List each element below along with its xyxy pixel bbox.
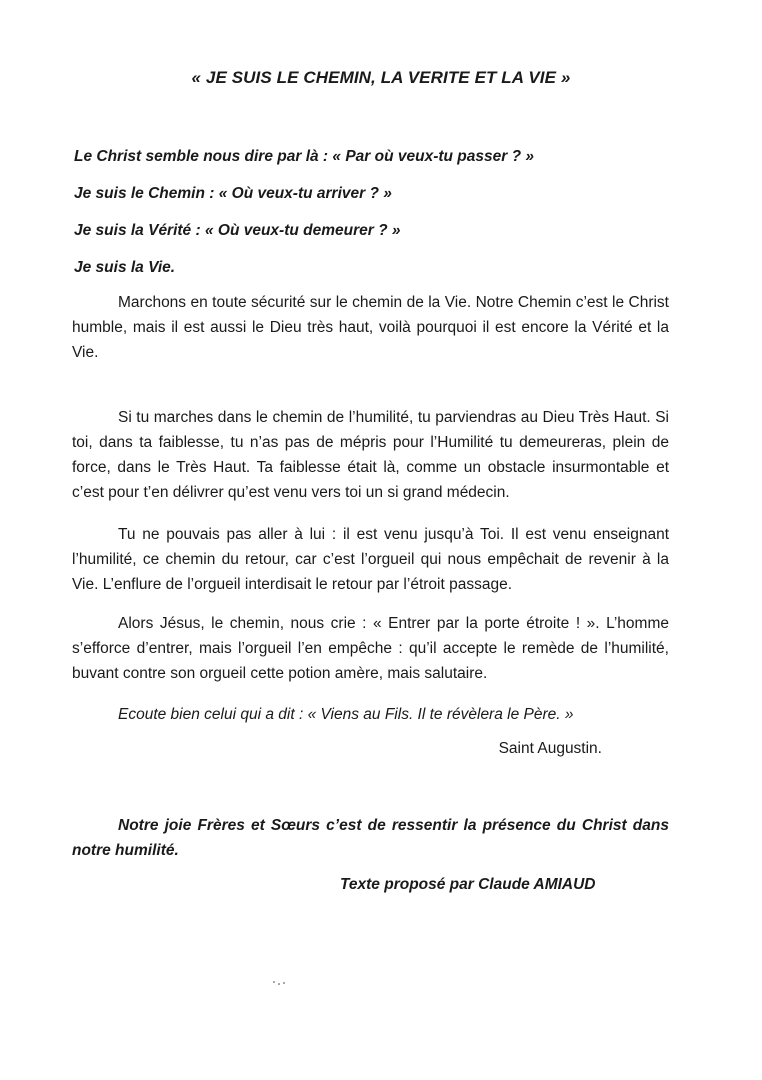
body-paragraph: Marchons en toute sécurité sur le chemin de la Vie. Notre Chemin c’est le Christ humble, mais il est aussi le Dieu très haut, voilà pourquoi il est encore la Vérité et la Vie.	[72, 294, 669, 361]
intro-line: Je suis le Chemin : « Où veux-tu arriver ? »	[74, 185, 392, 202]
intro-line: Je suis la Vie.	[74, 259, 176, 276]
body-paragraph: Si tu marches dans le chemin de l’humilité, tu parviendras au Dieu Très Haut. Si toi, dans ta faiblesse, tu n’as pas de mépris pour l’Humilité tu demeureras, plein de force, dans le Très Haut. Ta faiblesse était là, comme un obstacle insurmontable et c’est pour t’en délivrer qu’est venu vers toi un si grand médecin.	[72, 409, 669, 501]
closing-statement: Notre joie Frères et Sœurs c’est de ressentir la présence du Christ dans notre humilité.	[72, 817, 669, 859]
author-credit: Texte proposé par Claude AMIAUD	[340, 876, 596, 893]
signature: Saint Augustin.	[498, 740, 602, 757]
augustine-quote: Ecoute bien celui qui a dit : « Viens au Fils. Il te révèlera le Père. »	[118, 706, 574, 723]
document-title: « JE SUIS LE CHEMIN, LA VERITE ET LA VIE »	[191, 68, 571, 87]
body-paragraph: Tu ne pouvais pas aller à lui : il est venu jusqu’à Toi. Il est venu enseignant l’humilité, ce chemin du retour, car c’est l’orgueil qui nous empêchait de revenir à la Vie. L’enflure de l’orgueil interdisait le retour par l’étroit passage.	[72, 526, 669, 593]
body-paragraph: Alors Jésus, le chemin, nous crie : « Entrer par la porte étroite ! ». L’homme s’efforce d’entrer, mais l’orgueil l’en empêche : qu’il accepte le remède de l’humilité, buvant contre son orgueil cette potion amère, mais salutaire.	[72, 615, 669, 682]
scan-speck	[272, 980, 286, 986]
intro-line: Je suis la Vérité : « Où veux-tu demeurer ? »	[74, 222, 401, 239]
intro-line: Le Christ semble nous dire par là : « Par où veux-tu passer ? »	[74, 148, 534, 165]
